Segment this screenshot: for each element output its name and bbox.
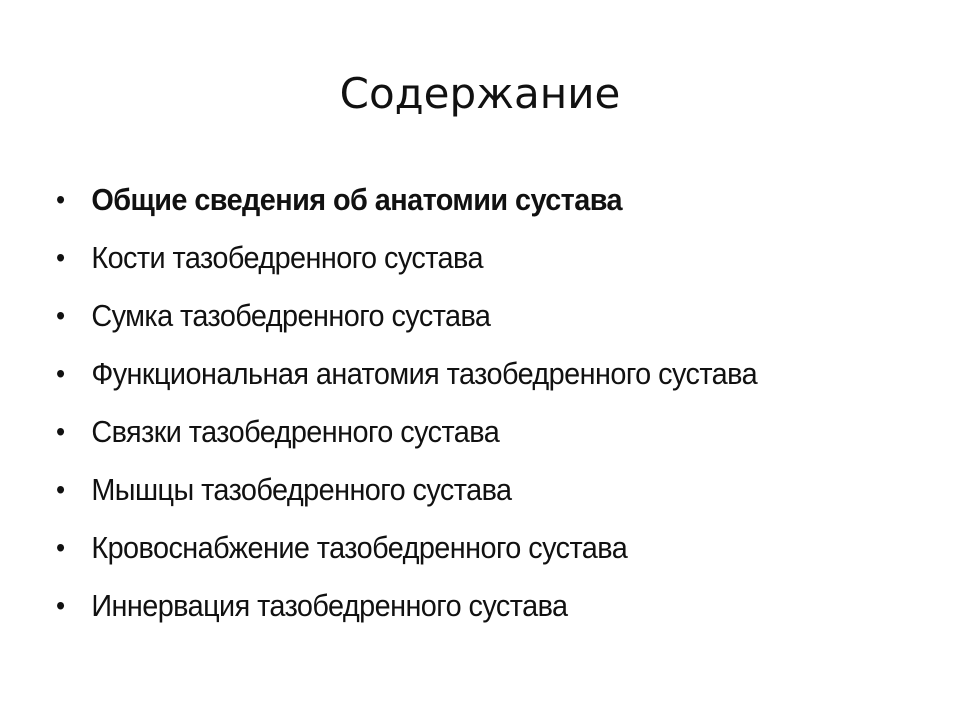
contents-list <box>56 171 936 635</box>
bullet-icon: • <box>56 416 65 447</box>
list-item-label: Кровоснабжение тазобедренного сустава <box>91 530 628 565</box>
list-item <box>56 345 874 403</box>
list-item <box>56 461 874 519</box>
list-item <box>56 287 874 345</box>
bullet-icon: • <box>56 300 65 331</box>
list-item-label: Кости тазобедренного сустава <box>91 240 483 275</box>
list-item <box>56 577 874 635</box>
bullet-icon: • <box>56 358 65 389</box>
list-item <box>56 229 874 287</box>
list-item <box>56 403 874 461</box>
list-item-label: Связки тазобедренного сустава <box>91 414 500 449</box>
slide-title: Содержание <box>339 69 621 118</box>
list-item-label: Общие сведения об анатомии сустава <box>91 182 622 217</box>
list-item-label: Сумка тазобедренного сустава <box>91 298 491 333</box>
list-item-label: Мышцы тазобедренного сустава <box>91 472 512 507</box>
list-item-label: Иннервация тазобедренного сустава <box>91 588 568 623</box>
bullet-icon: • <box>56 532 65 563</box>
bullet-icon: • <box>56 474 65 505</box>
bullet-icon: • <box>56 242 65 273</box>
list-item-label: Функциональная анатомия тазобедренного сустава <box>91 356 758 391</box>
bullet-icon: • <box>56 184 65 215</box>
bullet-icon: • <box>56 590 65 621</box>
list-item <box>56 519 874 577</box>
list-item <box>56 171 874 229</box>
